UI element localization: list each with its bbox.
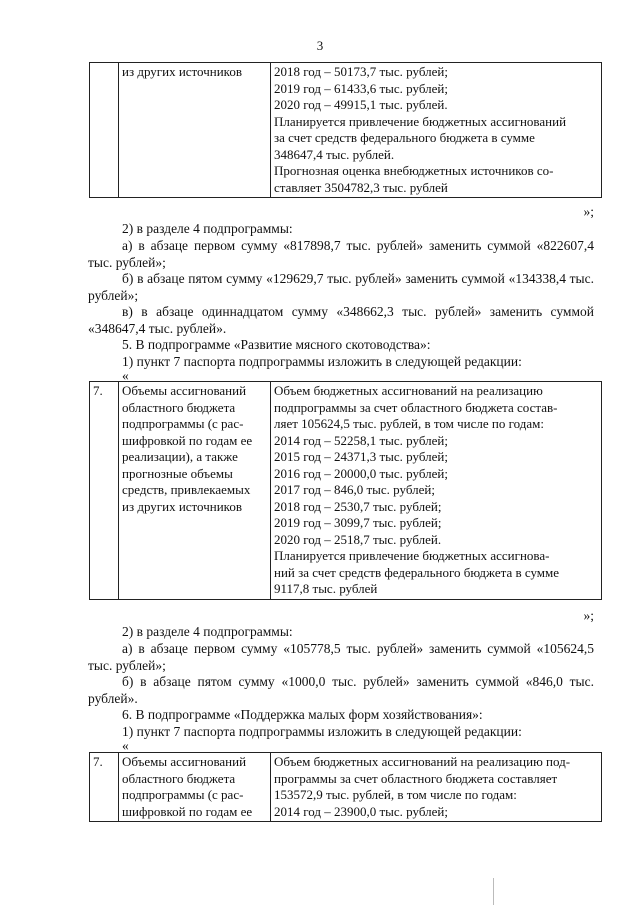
value-line: 2020 год – 49915,1 тыс. рублей.	[274, 97, 448, 112]
value-line: 2017 год – 846,0 тыс. рублей;	[274, 482, 435, 497]
value-cell	[271, 753, 602, 822]
paragraph-item-6-1: 1) пункт 7 паспорта подпрограммы изложить в следующей редакции:	[122, 724, 522, 739]
table-row	[90, 753, 602, 822]
table-continuation	[89, 62, 602, 198]
value-line: ний за счет средств федерального бюджета в сумме	[274, 564, 560, 580]
value-line: Прогнозная оценка внебюджетных источников со-	[274, 163, 554, 178]
label-cell	[119, 753, 271, 822]
paragraph-c: в) в абзаце одиннадцатом сумму «348662,3 тыс. рублей» заменить суммой «348647,4 тыс. рублей».	[88, 304, 594, 336]
table-row	[90, 382, 602, 600]
label-cell	[119, 63, 271, 198]
label-line: реализации), а также	[122, 449, 238, 464]
paragraph-item-5-1: 1) пункт 7 паспорта подпрограммы изложить в следующей редакции:	[122, 354, 522, 369]
value-line: 2019 год – 3099,7 тыс. рублей;	[274, 515, 442, 530]
label-line: шифровкой по годам ее	[122, 803, 253, 819]
value-line: программы за счет областного бюджета составляет	[274, 770, 558, 786]
paragraph-item-6: 6. В подпрограмме «Поддержка малых форм хозяйствования»:	[122, 707, 483, 722]
row-number: 7.	[93, 383, 103, 398]
paragraph-b: б) в абзаце пятом сумму «129629,7 тыс. рублей» заменить суммой «134338,4 тыс. рублей»;	[88, 271, 594, 303]
value-line: 2020 год – 2518,7 тыс. рублей.	[274, 531, 442, 547]
table-meat-cattle	[89, 381, 602, 600]
value-line: 2014 год – 23900,0 тыс. рублей;	[274, 803, 448, 819]
value-cell	[271, 63, 602, 198]
row-number-cell	[90, 63, 119, 198]
value-line: подпрограммы за счет областного бюджета состав-	[274, 399, 558, 415]
page-number: 3	[316, 38, 324, 53]
value-line: 9117,8 тыс. рублей	[274, 581, 378, 596]
label-cell	[119, 382, 271, 600]
opening-quote: «	[122, 368, 129, 383]
paragraph-item-5: 5. В подпрограмме «Развитие мясного скотоводства»:	[122, 337, 431, 352]
value-cell	[271, 382, 602, 600]
label-line: средств, привлекаемых	[122, 482, 251, 497]
row-number-cell	[90, 382, 119, 600]
value-line: 348647,4 тыс. рублей.	[274, 146, 395, 162]
value-line: 2019 год – 61433,6 тыс. рублей;	[274, 80, 448, 96]
value-line: за счет средств федерального бюджета в сумме	[274, 130, 535, 145]
value-line: ставляет 3504782,3 тыс. рублей	[274, 179, 448, 195]
label-line: из других источников	[122, 498, 242, 514]
label-line: прогнозные объемы	[122, 465, 233, 481]
value-line: Объем бюджетных ассигнований на реализацию под-	[274, 754, 571, 769]
value-line: 2015 год – 24371,3 тыс. рублей;	[274, 449, 448, 464]
value-line: 2016 год – 20000,0 тыс. рублей;	[274, 465, 448, 481]
scan-artifact-line	[493, 878, 494, 905]
value-line: 2014 год – 52258,1 тыс. рублей;	[274, 432, 448, 448]
row-number-cell	[90, 753, 119, 822]
value-line: 2018 год – 2530,7 тыс. рублей;	[274, 498, 442, 514]
value-line: Планируется привлечение бюджетных ассигнова-	[274, 548, 550, 563]
value-line: ляет 105624,5 тыс. рублей, в том числе по годам:	[274, 416, 544, 431]
opening-quote: «	[122, 738, 129, 753]
label-line: шифровкой по годам ее	[122, 432, 253, 448]
closing-quote: »;	[583, 608, 594, 623]
value-line: 2018 год – 50173,7 тыс. рублей;	[274, 64, 448, 79]
closing-quote: »;	[583, 204, 594, 219]
value-line: Объем бюджетных ассигнований на реализацию	[274, 383, 543, 398]
paragraph-2-a: а) в абзаце первом сумму «105778,5 тыс. рублей» заменить суммой «105624,5 тыс. рублей»;	[88, 641, 594, 673]
label-text: из других источников	[122, 64, 242, 79]
paragraph-2-b: б) в абзаце пятом сумму «1000,0 тыс. рублей» заменить суммой «846,0 тыс. рублей».	[88, 674, 594, 706]
label-line: Объемы ассигнований	[122, 383, 247, 398]
label-line: областного бюджета	[122, 399, 236, 415]
row-number: 7.	[93, 754, 103, 769]
label-line: подпрограммы (с рас-	[122, 787, 244, 802]
paragraph-a: а) в абзаце первом сумму «817898,7 тыс. рублей» заменить суммой «822607,4 тыс. рублей»;	[88, 238, 594, 270]
value-line: 153572,9 тыс. рублей, в том числе по годам:	[274, 787, 517, 802]
table-row	[90, 63, 602, 198]
paragraph-section4: 2) в разделе 4 подпрограммы:	[122, 221, 293, 236]
label-line: Объемы ассигнований	[122, 754, 247, 769]
table-small-farms	[89, 752, 602, 822]
value-line: Планируется привлечение бюджетных ассигнований	[274, 113, 567, 129]
label-line: подпрограммы (с рас-	[122, 416, 244, 431]
paragraph-section4-2: 2) в разделе 4 подпрограммы:	[122, 624, 293, 639]
label-line: областного бюджета	[122, 770, 236, 786]
